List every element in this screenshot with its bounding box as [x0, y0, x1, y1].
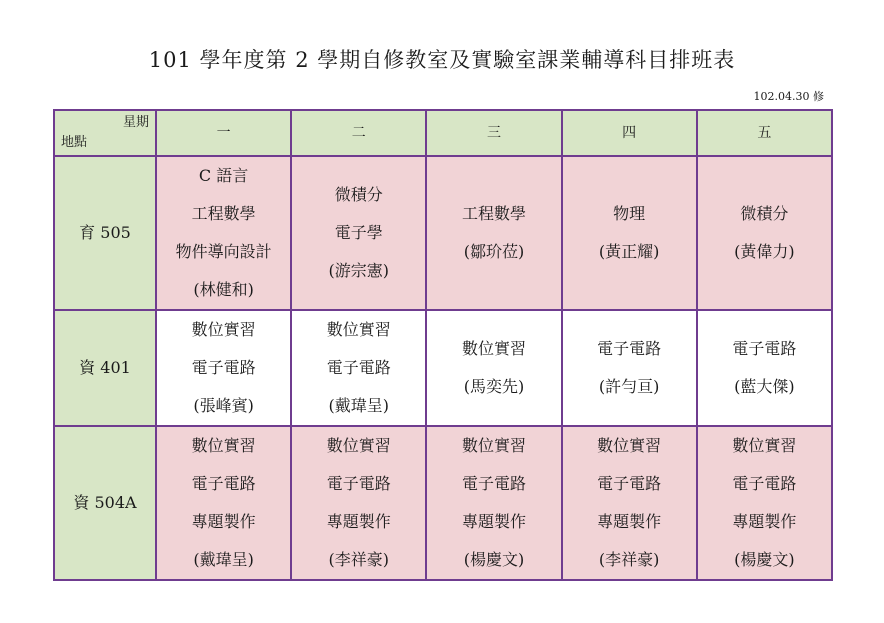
- tutor-name: (戴瑋呈): [328, 396, 390, 415]
- subject-name: 電子學: [334, 223, 383, 242]
- schedule-cell: [291, 310, 426, 426]
- schedule-cell: [697, 426, 832, 580]
- day-header: 四: [562, 110, 697, 156]
- tutor-name: (楊慶文): [734, 550, 795, 569]
- tutor-name: (鄒玠莅): [463, 242, 525, 261]
- schedule-table: [53, 109, 833, 581]
- tutor-name: (林健和): [193, 280, 254, 299]
- subject-name: 數位實習: [326, 320, 391, 339]
- schedule-cell: [291, 156, 426, 310]
- subject-name: 數位實習: [191, 320, 256, 339]
- schedule-cell: [562, 156, 697, 310]
- schedule-cell: [562, 310, 697, 426]
- subject-name: 數位實習: [191, 436, 256, 455]
- subject-name: 電子電路: [461, 474, 526, 493]
- subject-name: 物理: [613, 204, 646, 223]
- subject-name: 電子電路: [326, 358, 391, 377]
- tutor-name: (游宗憲): [328, 261, 390, 280]
- table-row: [54, 310, 832, 426]
- schedule-cell: [156, 426, 291, 580]
- tutor-name: (楊慶文): [463, 550, 525, 569]
- subject-name: 專題製作: [461, 512, 526, 531]
- subject-name: C 語言: [198, 166, 249, 185]
- subject-name: 物件導向設計: [175, 242, 272, 261]
- revision-date: 102.04.30 修: [753, 90, 824, 103]
- day-header: 一: [156, 110, 291, 156]
- schedule-cell: [426, 310, 561, 426]
- subject-name: 電子電路: [191, 358, 256, 377]
- tutor-name: (黃偉力): [734, 242, 795, 261]
- tutor-name: (張峰賓): [193, 396, 254, 415]
- schedule-cell: [426, 426, 561, 580]
- day-header: 二: [291, 110, 426, 156]
- location-cell: 育 505: [54, 156, 156, 310]
- page-title: 101 學年度第 2 學期自修教室及實驗室課業輔導科目排班表: [148, 48, 736, 72]
- location-cell: 資 401: [54, 310, 156, 426]
- tutor-name: (李祥豪): [598, 550, 660, 569]
- subject-name: 工程數學: [461, 204, 526, 223]
- tutor-name: (藍大傑): [734, 377, 795, 396]
- subject-name: 專題製作: [597, 512, 662, 531]
- schedule-cell: [426, 156, 561, 310]
- location-label: 地點: [61, 135, 88, 150]
- schedule-cell: [697, 156, 832, 310]
- schedule-cell: [156, 156, 291, 310]
- schedule-cell: [156, 310, 291, 426]
- subject-name: 數位實習: [597, 436, 662, 455]
- schedule-cell: [562, 426, 697, 580]
- subject-name: 電子電路: [191, 474, 256, 493]
- subject-name: 專題製作: [732, 512, 797, 531]
- subject-name: 電子電路: [732, 339, 797, 358]
- subject-name: 數位實習: [461, 436, 526, 455]
- day-header: 五: [697, 110, 832, 156]
- weekday-label: 星期: [122, 115, 149, 130]
- table-row: [54, 426, 832, 580]
- schedule-cell: [291, 426, 426, 580]
- subject-name: 電子電路: [732, 474, 797, 493]
- subject-name: 微積分: [334, 185, 383, 204]
- subject-name: 數位實習: [461, 339, 526, 358]
- schedule-cell: [697, 310, 832, 426]
- table-row: [54, 156, 832, 310]
- subject-name: 工程數學: [191, 204, 256, 223]
- subject-name: 專題製作: [191, 512, 256, 531]
- tutor-name: (黃正耀): [598, 242, 660, 261]
- tutor-name: (馬奕先): [463, 377, 525, 396]
- subject-name: 數位實習: [326, 436, 391, 455]
- tutor-name: (許勻亘): [598, 377, 660, 396]
- header-row: [54, 110, 832, 156]
- tutor-name: (戴瑋呈): [193, 550, 254, 569]
- subject-name: 電子電路: [597, 474, 662, 493]
- day-header: 三: [426, 110, 561, 156]
- subject-name: 專題製作: [326, 512, 391, 531]
- tutor-name: (李祥豪): [328, 550, 390, 569]
- subject-name: 數位實習: [732, 436, 797, 455]
- subject-name: 微積分: [740, 204, 789, 223]
- location-cell: 資 504A: [54, 426, 156, 580]
- subject-name: 電子電路: [326, 474, 391, 493]
- subject-name: 電子電路: [597, 339, 662, 358]
- corner-cell: [54, 110, 156, 156]
